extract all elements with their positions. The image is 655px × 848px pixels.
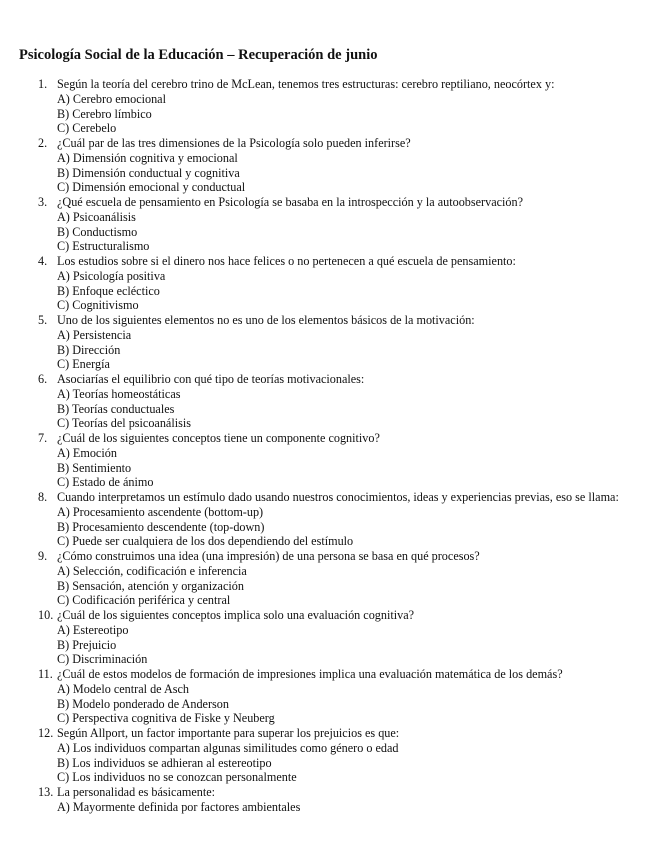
question-item bbox=[0, 549, 655, 608]
answer-option: A) Estereotipo bbox=[57, 622, 129, 637]
question-text: ¿Cuál par de las tres dimensiones de la Psicología solo pueden inferirse? bbox=[57, 136, 411, 150]
answer-option: A) Procesamiento ascendente (bottom-up) bbox=[57, 504, 264, 519]
question-item bbox=[0, 667, 655, 726]
question-item bbox=[0, 726, 655, 785]
question-item bbox=[0, 254, 655, 313]
answer-option: A) Teorías homeostáticas bbox=[57, 386, 181, 401]
answer-option: B) Dirección bbox=[57, 342, 121, 357]
answer-option: A) Mayormente definida por factores ambientales bbox=[57, 799, 301, 814]
question-text: Cuando interpretamos un estímulo dado usando nuestros conocimientos, ideas y experiencias previas, eso se llama: bbox=[57, 490, 619, 504]
question-number: 5. bbox=[38, 313, 48, 327]
question-text: Los estudios sobre si el dinero nos hace felices o no pertenecen a qué escuela de pensamiento: bbox=[57, 254, 516, 268]
question-text: Según la teoría del cerebro trino de McLean, tenemos tres estructuras: cerebro reptiliano, neocórtex y: bbox=[57, 77, 555, 91]
question-number: 4. bbox=[38, 254, 48, 268]
answer-option: C) Estado de ánimo bbox=[57, 475, 154, 490]
answer-option: B) Prejuicio bbox=[57, 637, 117, 652]
answer-option: C) Estructuralismo bbox=[57, 239, 150, 254]
answer-option: C) Puede ser cualquiera de los dos dependiendo del estímulo bbox=[57, 534, 354, 549]
answer-option: C) Cognitivismo bbox=[57, 298, 139, 313]
question-number: 7. bbox=[38, 431, 48, 445]
question-item bbox=[0, 313, 655, 372]
answer-option: C) Energía bbox=[57, 357, 110, 372]
question-text: ¿Cuál de estos modelos de formación de impresiones implica una evaluación matemática de los demás? bbox=[57, 667, 563, 681]
question-item bbox=[0, 77, 655, 136]
answer-option: A) Los individuos compartan algunas similitudes como género o edad bbox=[57, 740, 399, 755]
question-number: 1. bbox=[38, 77, 48, 91]
answer-option: B) Cerebro límbico bbox=[57, 106, 152, 121]
answer-option: C) Discriminación bbox=[57, 652, 148, 667]
answer-option: B) Teorías conductuales bbox=[57, 401, 175, 416]
answer-option: A) Emoción bbox=[57, 445, 117, 460]
question-number: 9. bbox=[38, 549, 48, 563]
answer-option: A) Persistencia bbox=[57, 327, 132, 342]
answer-option: A) Dimensión cognitiva y emocional bbox=[57, 150, 238, 165]
answer-option: B) Los individuos se adhieran al estereotipo bbox=[57, 755, 272, 770]
answer-option: B) Sentimiento bbox=[57, 460, 132, 475]
answer-option: C) Cerebelo bbox=[57, 121, 117, 136]
answer-option: B) Modelo ponderado de Anderson bbox=[57, 696, 229, 711]
answer-option: C) Codificación periférica y central bbox=[57, 593, 231, 608]
answer-option: B) Dimensión conductual y cognitiva bbox=[57, 165, 240, 180]
document-title: Psicología Social de la Educación – Recuperación de junio bbox=[19, 47, 378, 63]
question-text: La personalidad es básicamente: bbox=[57, 785, 216, 799]
answer-option: A) Psicología positiva bbox=[57, 268, 166, 283]
question-number: 10. bbox=[38, 608, 54, 622]
question-text: Uno de los siguientes elementos no es uno de los elementos básicos de la motivación: bbox=[57, 313, 475, 327]
question-number: 12. bbox=[38, 726, 54, 740]
question-number: 8. bbox=[38, 490, 48, 504]
question-item bbox=[0, 195, 655, 254]
answer-option: A) Selección, codificación e inferencia bbox=[57, 563, 247, 578]
answer-option: B) Procesamiento descendente (top-down) bbox=[57, 519, 265, 534]
question-list bbox=[0, 77, 655, 815]
question-number: 2. bbox=[38, 136, 48, 150]
question-item bbox=[0, 608, 655, 667]
question-text: ¿Cuál de los siguientes conceptos implica solo una evaluación cognitiva? bbox=[57, 608, 415, 622]
answer-option: A) Cerebro emocional bbox=[57, 91, 166, 106]
question-number: 3. bbox=[38, 195, 48, 209]
question-number: 11. bbox=[38, 667, 53, 681]
question-text: ¿Qué escuela de pensamiento en Psicología se basaba en la introspección y la autoobservación? bbox=[57, 195, 523, 209]
answer-option: B) Enfoque ecléctico bbox=[57, 283, 160, 298]
question-number: 13. bbox=[38, 785, 54, 799]
answer-option: C) Los individuos no se conozcan personalmente bbox=[57, 770, 297, 785]
question-item bbox=[0, 136, 655, 195]
answer-option: C) Teorías del psicoanálisis bbox=[57, 416, 191, 431]
question-text: Según Allport, un factor importante para superar los prejuicios es que: bbox=[57, 726, 400, 740]
answer-option: C) Perspectiva cognitiva de Fiske y Neuberg bbox=[57, 711, 275, 726]
answer-option: B) Conductismo bbox=[57, 224, 138, 239]
answer-option: A) Modelo central de Asch bbox=[57, 681, 189, 696]
answer-option: B) Sensación, atención y organización bbox=[57, 578, 244, 593]
question-text: ¿Cómo construimos una idea (una impresión) de una persona se basa en qué procesos? bbox=[57, 549, 480, 563]
question-text: ¿Cuál de los siguientes conceptos tiene un componente cognitivo? bbox=[57, 431, 380, 445]
question-item bbox=[0, 372, 655, 431]
question-item bbox=[0, 785, 655, 815]
question-text: Asociarías el equilibrio con qué tipo de teorías motivacionales: bbox=[57, 372, 365, 386]
question-number: 6. bbox=[38, 372, 48, 386]
question-item bbox=[0, 431, 655, 490]
answer-option: C) Dimensión emocional y conductual bbox=[57, 180, 246, 195]
question-item bbox=[0, 490, 655, 549]
answer-option: A) Psicoanálisis bbox=[57, 209, 136, 224]
